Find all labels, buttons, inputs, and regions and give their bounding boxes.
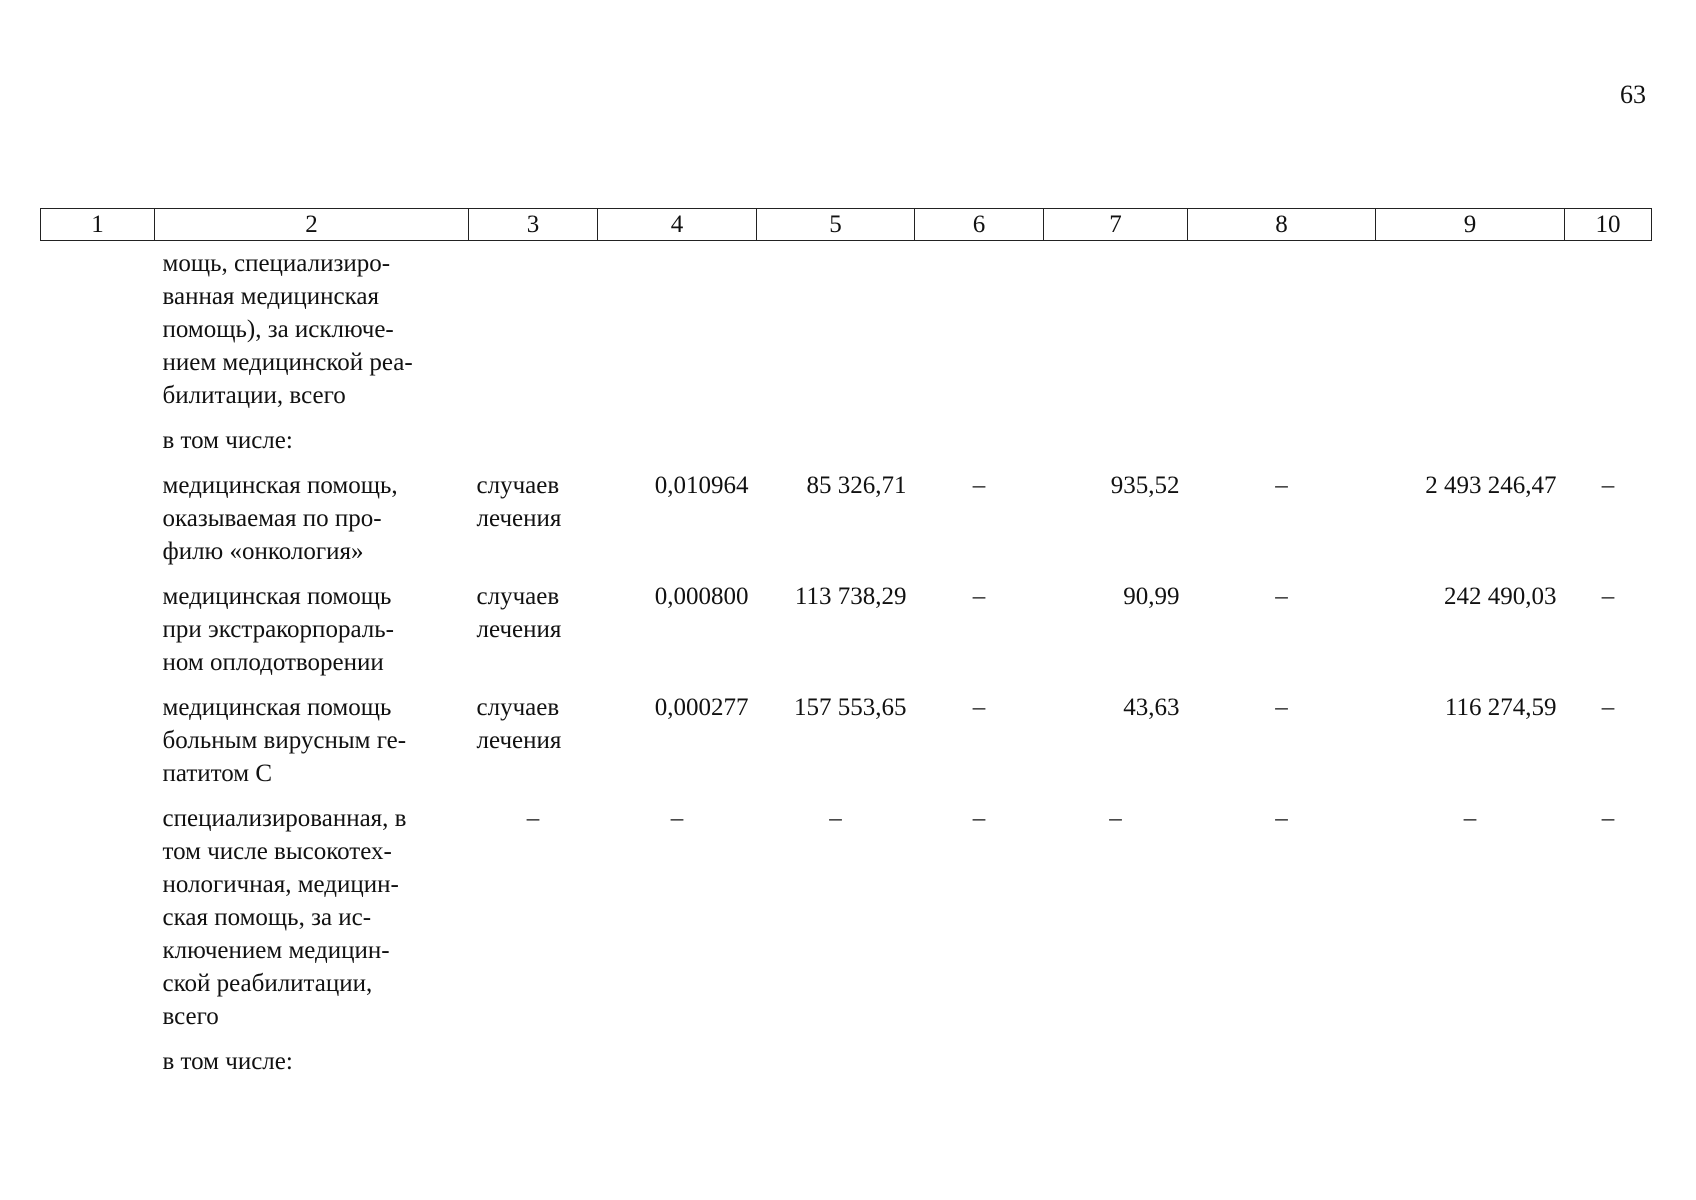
cell-col-7: 43,63 [1123, 694, 1180, 721]
cell-col-9: 242 490,03 [1444, 583, 1557, 610]
col-header-2: 2 [155, 209, 469, 241]
table-row [41, 580, 1652, 679]
row-unit: случаев лечения [476, 583, 562, 643]
cell-col-3: – [526, 805, 540, 832]
col-header-5: 5 [757, 209, 915, 241]
column-number-header [41, 209, 1652, 241]
cell-col-9: 116 274,59 [1444, 694, 1557, 721]
cell-col-8: – [1275, 472, 1288, 499]
col-header-1: 1 [41, 209, 155, 241]
col-header-8: 8 [1188, 209, 1376, 241]
table-row [41, 469, 1652, 568]
table-subheading-row [41, 424, 1652, 457]
col-header-3: 3 [469, 209, 598, 241]
cell-col-5: – [829, 805, 842, 832]
cell-col-10: – [1601, 472, 1615, 499]
table-row [41, 241, 1652, 413]
cell-col-5: 85 326,71 [806, 472, 907, 499]
page-number: 63 [1620, 80, 1646, 109]
cell-col-4: – [670, 805, 684, 832]
row-label: медицинская помощь больным вирусным ге- патитом С [162, 694, 407, 787]
cell-col-9: – [1463, 805, 1477, 832]
cell-col-8: – [1275, 583, 1288, 610]
col-header-9: 9 [1376, 209, 1565, 241]
cell-col-10: – [1601, 694, 1615, 721]
cell-col-9: 2 493 246,47 [1425, 472, 1557, 499]
cell-col-6: – [972, 805, 986, 832]
subheading: в том числе: [162, 427, 293, 454]
table-row [41, 802, 1652, 1033]
row-label: специализированная, в том числе высокотех- нологичная, медицин- ская помощь, за ис- ключением медицин- ской реабилитации, всего [162, 805, 407, 1030]
cell-col-10: – [1601, 805, 1615, 832]
col-header-7: 7 [1044, 209, 1188, 241]
cell-col-5: 157 553,65 [794, 694, 907, 721]
row-unit: случаев лечения [476, 472, 562, 532]
row-label: медицинская помощь при экстракорпораль- ном оплодотворении [162, 583, 394, 676]
cell-col-4: 0,000277 [654, 694, 749, 721]
data-table [40, 208, 1652, 1078]
cell-col-10: – [1601, 583, 1615, 610]
cell-col-8: – [1275, 805, 1288, 832]
col-header-6: 6 [915, 209, 1044, 241]
row-label: мощь, специализиро- ванная медицинская помощь), за исключе- нием медицинской реа- билитации, всего [162, 250, 413, 409]
cell-col-6: – [972, 694, 986, 721]
row-unit: случаев лечения [476, 694, 562, 754]
col-header-4: 4 [598, 209, 757, 241]
row-label: медицинская помощь, оказываемая по про- филю «онкология» [162, 472, 398, 565]
cell-col-7: 935,52 [1110, 472, 1180, 499]
cell-col-4: 0,000800 [654, 583, 749, 610]
cell-col-6: – [972, 472, 986, 499]
cell-col-8: – [1275, 694, 1288, 721]
table-subheading-row [41, 1045, 1652, 1078]
cell-col-7: 90,99 [1123, 583, 1180, 610]
subheading: в том числе: [162, 1048, 293, 1075]
col-header-10: 10 [1565, 209, 1652, 241]
cell-col-4: 0,010964 [654, 472, 749, 499]
cell-col-6: – [972, 583, 986, 610]
table-row [41, 691, 1652, 790]
cell-col-7: – [1109, 805, 1122, 832]
cell-col-5: 113 738,29 [794, 583, 907, 610]
